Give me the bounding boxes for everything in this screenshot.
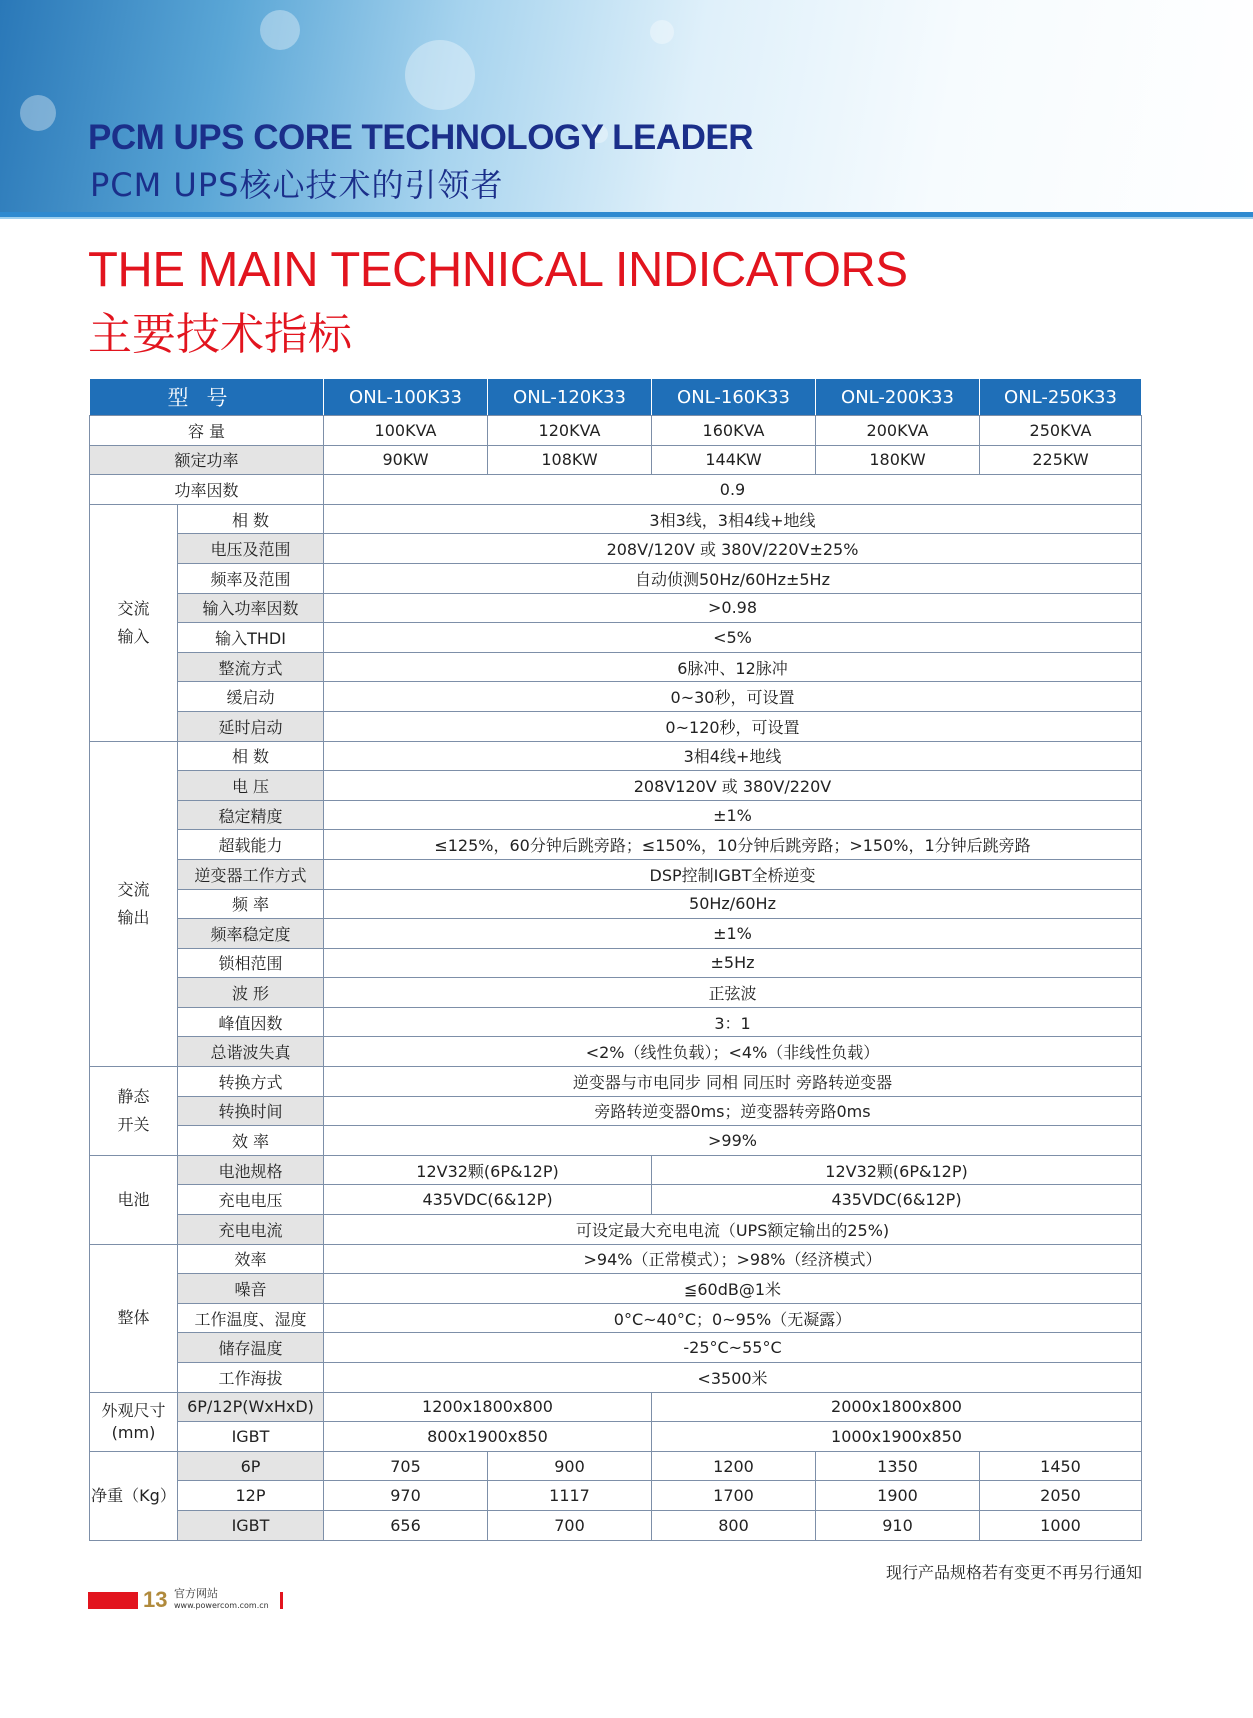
table-row [90, 1215, 1142, 1245]
cell: 3：1 [324, 1007, 1142, 1037]
table-row [90, 1007, 1142, 1037]
cell: 2050 [980, 1481, 1142, 1511]
cell: 0~30秒，可设置 [324, 682, 1142, 712]
row-label: 频率稳定度 [178, 919, 324, 949]
row-label: 输入THDI [178, 623, 324, 653]
group-label: 静态 [117, 1086, 150, 1106]
row-label: 工作温度、湿度 [178, 1303, 324, 1333]
disclaimer-note: 现行产品规格若有变更不再另行通知 [885, 1563, 1142, 1582]
cell: ±1% [324, 800, 1142, 830]
cell: <5% [324, 623, 1142, 653]
cell: 705 [324, 1451, 488, 1481]
cell: 90KW [324, 445, 488, 475]
row-label: 功率因数 [90, 475, 324, 505]
cell: 1900 [816, 1481, 980, 1511]
cell: -25°C~55°C [324, 1333, 1142, 1363]
row-label: 频 率 [178, 889, 324, 919]
cell: 可设定最大充电电流（UPS额定输出的25%) [324, 1215, 1142, 1245]
table-row [90, 1363, 1142, 1393]
group-static-switch [90, 1067, 178, 1156]
brand-slogan-en: PCM UPS CORE TECHNOLOGY LEADER [88, 118, 753, 157]
table-row [90, 1481, 1142, 1511]
table-row [90, 593, 1142, 623]
spec-table [89, 378, 1142, 1541]
model-label: 型号 [90, 379, 324, 416]
cell: 180KW [816, 445, 980, 475]
cell: ≦60dB@1米 [324, 1274, 1142, 1304]
brand-slogan-cn: PCM UPS核心技术的引领者 [90, 166, 504, 204]
banner-bubble [405, 40, 475, 110]
cell: 2000x1800x800 [652, 1392, 1142, 1422]
model-name: ONL-120K33 [488, 379, 652, 416]
cell: 120KVA [488, 416, 652, 446]
row-label: 充电电流 [178, 1215, 324, 1245]
row-label: 工作海拔 [178, 1363, 324, 1393]
table-row [90, 1067, 1142, 1097]
cell: 0.9 [324, 475, 1142, 505]
table-row [90, 1451, 1142, 1481]
table-row [90, 1510, 1142, 1540]
table-row [90, 445, 1142, 475]
cell: 6脉冲、12脉冲 [324, 652, 1142, 682]
cell: 1700 [652, 1481, 816, 1511]
cell: 旁路转逆变器0ms；逆变器转旁路0ms [324, 1096, 1142, 1126]
cell: 1200 [652, 1451, 816, 1481]
row-label: 峰值因数 [178, 1007, 324, 1037]
model-name: ONL-160K33 [652, 379, 816, 416]
cell: 1200x1800x800 [324, 1392, 652, 1422]
row-label: 12P [178, 1481, 324, 1511]
group-weight [90, 1451, 178, 1540]
row-label: 转换时间 [178, 1096, 324, 1126]
cell: 800x1900x850 [324, 1422, 652, 1452]
cell: >0.98 [324, 593, 1142, 623]
group-label: 外观尺寸 [101, 1400, 166, 1420]
group-ac-output [90, 741, 178, 1067]
row-label: 转换方式 [178, 1067, 324, 1097]
banner-bubble [650, 20, 674, 44]
cell: 12V32颗(6P&12P) [652, 1155, 1142, 1185]
cell: 1350 [816, 1451, 980, 1481]
cell: 250KVA [980, 416, 1142, 446]
table-row [90, 771, 1142, 801]
group-label: 整体 [117, 1308, 150, 1328]
banner-bubble [20, 95, 56, 131]
cell: 656 [324, 1510, 488, 1540]
row-label: 容 量 [90, 416, 324, 446]
cell: 700 [488, 1510, 652, 1540]
row-label: 效 率 [178, 1126, 324, 1156]
table-row [90, 889, 1142, 919]
group-label: 电池 [117, 1189, 150, 1209]
row-label: 效率 [178, 1244, 324, 1274]
page-title-en: THE MAIN TECHNICAL INDICATORS [88, 243, 908, 297]
table-row [90, 978, 1142, 1008]
table-row [90, 1126, 1142, 1156]
table-row [90, 859, 1142, 889]
page-number: 13 [143, 1587, 168, 1612]
cell: 900 [488, 1451, 652, 1481]
row-label: 频率及范围 [178, 563, 324, 593]
table-row [90, 475, 1142, 505]
row-label: 储存温度 [178, 1333, 324, 1363]
cell: 160KVA [652, 416, 816, 446]
cell: 自动侦测50Hz/60Hz±5Hz [324, 563, 1142, 593]
cell: 1000 [980, 1510, 1142, 1540]
cell: 435VDC(6&12P) [324, 1185, 652, 1215]
table-row [90, 1392, 1142, 1422]
row-label: 锁相范围 [178, 948, 324, 978]
cell: 108KW [488, 445, 652, 475]
table-row [90, 1096, 1142, 1126]
group-overall [90, 1244, 178, 1392]
cell: 200KVA [816, 416, 980, 446]
row-label: 额定功率 [90, 445, 324, 475]
row-label: 噪音 [178, 1274, 324, 1304]
table-row [90, 1155, 1142, 1185]
table-row [90, 1244, 1142, 1274]
cell: ±1% [324, 919, 1142, 949]
page-title-cn: 主要技术指标 [88, 309, 352, 360]
group-label: 开关 [117, 1114, 150, 1134]
cell: 144KW [652, 445, 816, 475]
table-row [90, 948, 1142, 978]
row-label: 电 压 [178, 771, 324, 801]
row-label: 6P [178, 1451, 324, 1481]
row-label: 电池规格 [178, 1155, 324, 1185]
footer-url: www.powercom.com.cn [174, 1601, 269, 1610]
cell: <2%（线性负载）；<4%（非线性负载） [324, 1037, 1142, 1067]
table-row [90, 741, 1142, 771]
cell: 1450 [980, 1451, 1142, 1481]
table-row [90, 830, 1142, 860]
cell: 0~120秒，可设置 [324, 711, 1142, 741]
group-ac-input [90, 504, 178, 741]
model-name: ONL-250K33 [980, 379, 1142, 416]
table-row [90, 623, 1142, 653]
table-row [90, 1185, 1142, 1215]
model-name: ONL-100K33 [324, 379, 488, 416]
cell: 910 [816, 1510, 980, 1540]
group-label: 交流 [117, 879, 150, 899]
table-row [90, 563, 1142, 593]
row-label: 总谐波失真 [178, 1037, 324, 1067]
cell: 970 [324, 1481, 488, 1511]
cell: <3500米 [324, 1363, 1142, 1393]
table-row [90, 504, 1142, 534]
cell: 208V/120V 或 380V/220V±25% [324, 534, 1142, 564]
footer-accent-bar [88, 1592, 138, 1609]
row-label: 整流方式 [178, 652, 324, 682]
table-row [90, 1274, 1142, 1304]
table-row [90, 1303, 1142, 1333]
group-label: 净重（Kg） [91, 1485, 176, 1505]
cell: 1000x1900x850 [652, 1422, 1142, 1452]
group-label: (mm) [111, 1422, 156, 1442]
table-row [90, 1037, 1142, 1067]
row-label: 相 数 [178, 504, 324, 534]
group-battery [90, 1155, 178, 1244]
banner-bubble [260, 10, 300, 50]
table-row [90, 800, 1142, 830]
row-label: 超载能力 [178, 830, 324, 860]
cell: 12V32颗(6P&12P) [324, 1155, 652, 1185]
footer-accent-tick [280, 1592, 283, 1609]
table-row [90, 1333, 1142, 1363]
cell: 100KVA [324, 416, 488, 446]
cell: >94%（正常模式）；>98%（经济模式） [324, 1244, 1142, 1274]
cell: ±5Hz [324, 948, 1142, 978]
row-label: IGBT [178, 1422, 324, 1452]
cell: >99% [324, 1126, 1142, 1156]
table-row [90, 534, 1142, 564]
cell: 435VDC(6&12P) [652, 1185, 1142, 1215]
row-label: 延时启动 [178, 711, 324, 741]
table-row [90, 1422, 1142, 1452]
row-label: 缓启动 [178, 682, 324, 712]
cell: 50Hz/60Hz [324, 889, 1142, 919]
cell: 逆变器与市电同步 同相 同压时 旁路转逆变器 [324, 1067, 1142, 1097]
row-label: 充电电压 [178, 1185, 324, 1215]
row-label: 稳定精度 [178, 800, 324, 830]
group-dimensions [90, 1392, 178, 1451]
row-label: 波 形 [178, 978, 324, 1008]
cell: 0°C~40°C；0~95%（无凝露） [324, 1303, 1142, 1333]
row-label: 6P/12P(WxHxD) [178, 1392, 324, 1422]
cell: 1117 [488, 1481, 652, 1511]
group-label: 交流 [117, 598, 150, 618]
cell: 208V120V 或 380V/220V [324, 771, 1142, 801]
cell: ≤125%，60分钟后跳旁路；≤150%，10分钟后跳旁路；>150%，1分钟后跳旁路 [324, 830, 1142, 860]
table-row [90, 919, 1142, 949]
cell: 3相3线，3相4线+地线 [324, 504, 1142, 534]
table-row [90, 682, 1142, 712]
cell: 3相4线+地线 [324, 741, 1142, 771]
table-row [90, 416, 1142, 446]
cell: 225KW [980, 445, 1142, 475]
group-label: 输入 [117, 626, 150, 646]
row-label: 输入功率因数 [178, 593, 324, 623]
cell: 800 [652, 1510, 816, 1540]
row-label: 逆变器工作方式 [178, 859, 324, 889]
row-label: 相 数 [178, 741, 324, 771]
row-label: IGBT [178, 1510, 324, 1540]
table-row [90, 652, 1142, 682]
cell: 正弦波 [324, 978, 1142, 1008]
table-header-row [90, 379, 1142, 416]
banner-divider-light [0, 217, 1253, 219]
group-label: 输出 [117, 907, 150, 927]
footer-site-label: 官方网站 [174, 1587, 218, 1600]
model-name: ONL-200K33 [816, 379, 980, 416]
row-label: 电压及范围 [178, 534, 324, 564]
cell: DSP控制IGBT全桥逆变 [324, 859, 1142, 889]
table-row [90, 711, 1142, 741]
